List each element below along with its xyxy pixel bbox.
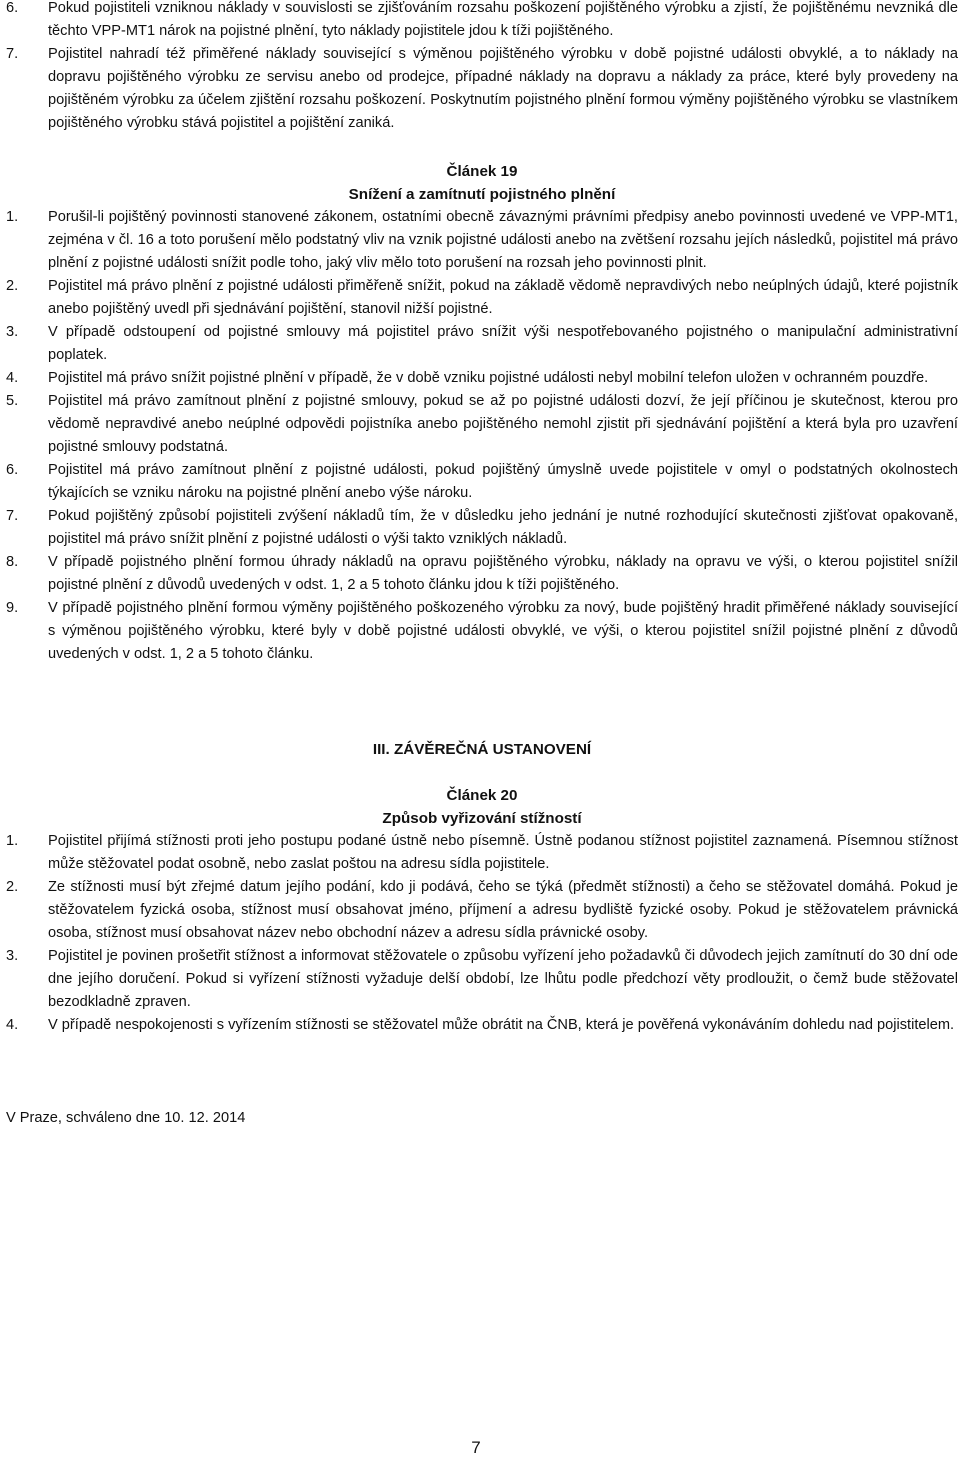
article-19-list	[6, 206, 958, 666]
item-text: Pojistitel má právo snížit pojistné plnění v případě, že v době vzniku pojistné události nebyl mobilní telefon uložen v ochranném pouzdře.	[48, 370, 929, 386]
item-text: Pojistitel přijímá stížnosti proti jeho postupu podané ústně nebo písemně. Ústně podanou stížnost pojistitel zaznamená. Písemnou stížnost může stěžovatel podat osobně, nebo zaslat poštou na adresu sídla pojistitele.	[48, 833, 958, 872]
item-number: 2.	[6, 278, 19, 294]
item-number: 2.	[6, 879, 19, 895]
list-item	[6, 0, 958, 43]
list-item	[6, 876, 958, 945]
item-text: V případě nespokojenosti s vyřízením stížnosti se stěžovatel může obrátit na ČNB, která je pověřená vykonáváním dohledu nad pojistitelem.	[48, 1017, 955, 1033]
item-number: 8.	[6, 554, 19, 570]
list-item	[6, 551, 958, 597]
list-item	[6, 43, 958, 135]
item-text: Pokud pojistiteli vzniknou náklady v souvislosti se zjišťováním rozsahu poškození pojištěného výrobku a zjistí, že pojištěnému nevzniká dle těchto VPP-MT1 nárok na pojistné plnění, tyto náklady pojistitele jdou k tíži pojištěného.	[48, 0, 958, 39]
item-number: 4.	[6, 1017, 19, 1033]
item-number: 1.	[6, 833, 19, 849]
item-text: Pojistitel je povinen prošetřit stížnost a informovat stěžovatele o způsobu vyřízení jeho požadavků či důvodech jejich zamítnutí do 30 dní ode dne jejího doručení. Pokud si vyřízení stížnosti vyžaduje delší období, lze lhůtu podle předchozí věty prodloužit, o čemž bude stěžovatel bezodkladně zpraven.	[48, 948, 958, 1010]
item-number: 6.	[6, 0, 19, 16]
item-text: Pojistitel má právo zamítnout plnění z pojistné smlouvy, pokud se až po pojistné události dozví, že její příčinou je skutečnost, kterou pro vědomě nepravdivé anebo neúplné odpovědi pojistníka anebo pojištěného nemohl zjistit při sjednávání pojištění a která byla pro uzavření pojistné smlouvy podstatná.	[48, 393, 958, 455]
intro-list	[6, 0, 958, 135]
list-item	[6, 367, 958, 390]
item-number: 5.	[6, 393, 19, 409]
list-item	[6, 390, 958, 459]
item-text: V případě odstoupení od pojistné smlouvy má pojistitel právo snížit výši nespotřebovaného pojistného o manipulační administrativní poplatek.	[48, 324, 958, 363]
item-text: Pojistitel má právo zamítnout plnění z pojistné události, pokud pojištěný úmyslně uvede pojistitele v omyl o podstatných okolnostech týkajících se vzniku nároku na pojistné plnění anebo výše nároku.	[48, 462, 958, 501]
article-19-heading	[6, 160, 958, 206]
list-item	[6, 597, 958, 666]
list-item	[6, 275, 958, 321]
approval-signoff: V Praze, schváleno dne 10. 12. 2014	[6, 1110, 246, 1126]
article-title: Snížení a zamítnutí pojistného plnění	[348, 186, 616, 203]
item-number: 4.	[6, 370, 19, 386]
item-number: 1.	[6, 209, 19, 225]
article-number: Článek 19	[446, 163, 518, 180]
list-item	[6, 1014, 958, 1037]
document-page	[6, 0, 958, 1464]
item-text: Pokud pojištěný způsobí pojistiteli zvýšení nákladů tím, že v důsledku jeho jednání je nutné rozhodující skutečnosti zjišťovat opakovaně, pojistitel má právo snížit plnění z pojistné události o výši takto vzniklých nákladů.	[48, 508, 958, 547]
article-number: Článek 20	[446, 787, 518, 804]
item-number: 7.	[6, 508, 19, 524]
list-item	[6, 945, 958, 1014]
list-item	[6, 505, 958, 551]
list-item	[6, 206, 958, 275]
item-text: Pojistitel má právo plnění z pojistné události přiměřeně snížit, pokud na základě vědomě nepravdivých nebo neúplných údajů, které pojistník anebo pojištěný uvedl při sjednávání pojištění, stanovil nižší pojistné.	[48, 278, 958, 317]
item-text: V případě pojistného plnění formou výměny pojištěného poškozeného výrobku za nový, bude pojištěný hradit přiměřené náklady související s výměnou pojištěného výrobku, které byly v době pojistné události obvyklé, ve výši, o kterou pojistitel snížil pojistné plnění z důvodů uvedených v odst. 1, 2 a 5 tohoto článku.	[48, 600, 958, 662]
list-item	[6, 459, 958, 505]
item-number: 6.	[6, 462, 19, 478]
item-text: Pojistitel nahradí též přiměřené náklady související s výměnou pojištěného výrobku v době pojistné události obvyklé, a to náklady na dopravu pojištěného výrobku ze servisu anebo od prodejce, případné náklady na dopravu a náklady za práce, které byly provedeny na pojištěném výrobku za účelem zjištění rozsahu poškození. Poskytnutím pojistného plnění formou výměny pojištěného výrobku se vlastníkem pojištěného výrobku stává pojistitel a pojištění zaniká.	[48, 46, 958, 131]
item-number: 9.	[6, 600, 19, 616]
item-number: 3.	[6, 948, 19, 964]
page-number: 7	[471, 1438, 481, 1457]
item-text: Porušil-li pojištěný povinnosti stanovené zákonem, ostatními obecně závaznými právními předpisy anebo povinnosti uvedené ve VPP-MT1, zejména v čl. 16 a toto porušení mělo podstatný vliv na vznik pojistné události anebo na zvětšení rozsahu jejích následků, pojistitel má právo plnění z pojistné události snížit podle toho, jaký vliv mělo toto porušení na rozsah jeho povinnosti plnit.	[48, 209, 958, 271]
article-20-heading	[6, 784, 958, 830]
article-title: Způsob vyřizování stížností	[382, 810, 582, 827]
item-number: 3.	[6, 324, 19, 340]
list-item	[6, 830, 958, 876]
item-text: Ze stížnosti musí být zřejmé datum jejího podání, kdo ji podává, čeho se týká (předmět stížnosti) a čeho se stěžovatel domáhá. Pokud je stěžovatelem fyzická osoba, stížnost musí obsahovat jméno, příjmení a adresu bydliště fyzické osoby. Pokud je stěžovatelem právnická osoba, stížnost musí obsahovat název nebo obchodní název a adresu sídla právnické osoby.	[48, 879, 958, 941]
item-number: 7.	[6, 46, 19, 62]
item-text: V případě pojistného plnění formou úhrady nákladů na opravu pojištěného výrobku, náklady na opravu ve výši, o kterou pojistitel snížil pojistné plnění z důvodů uvedených v odst. 1, 2 a 5 tohoto článku jdou k tíži pojištěného.	[48, 554, 958, 593]
list-item	[6, 321, 958, 367]
chapter-title: III. ZÁVĚREČNÁ USTANOVENÍ	[372, 741, 592, 758]
article-20-list	[6, 830, 958, 1037]
